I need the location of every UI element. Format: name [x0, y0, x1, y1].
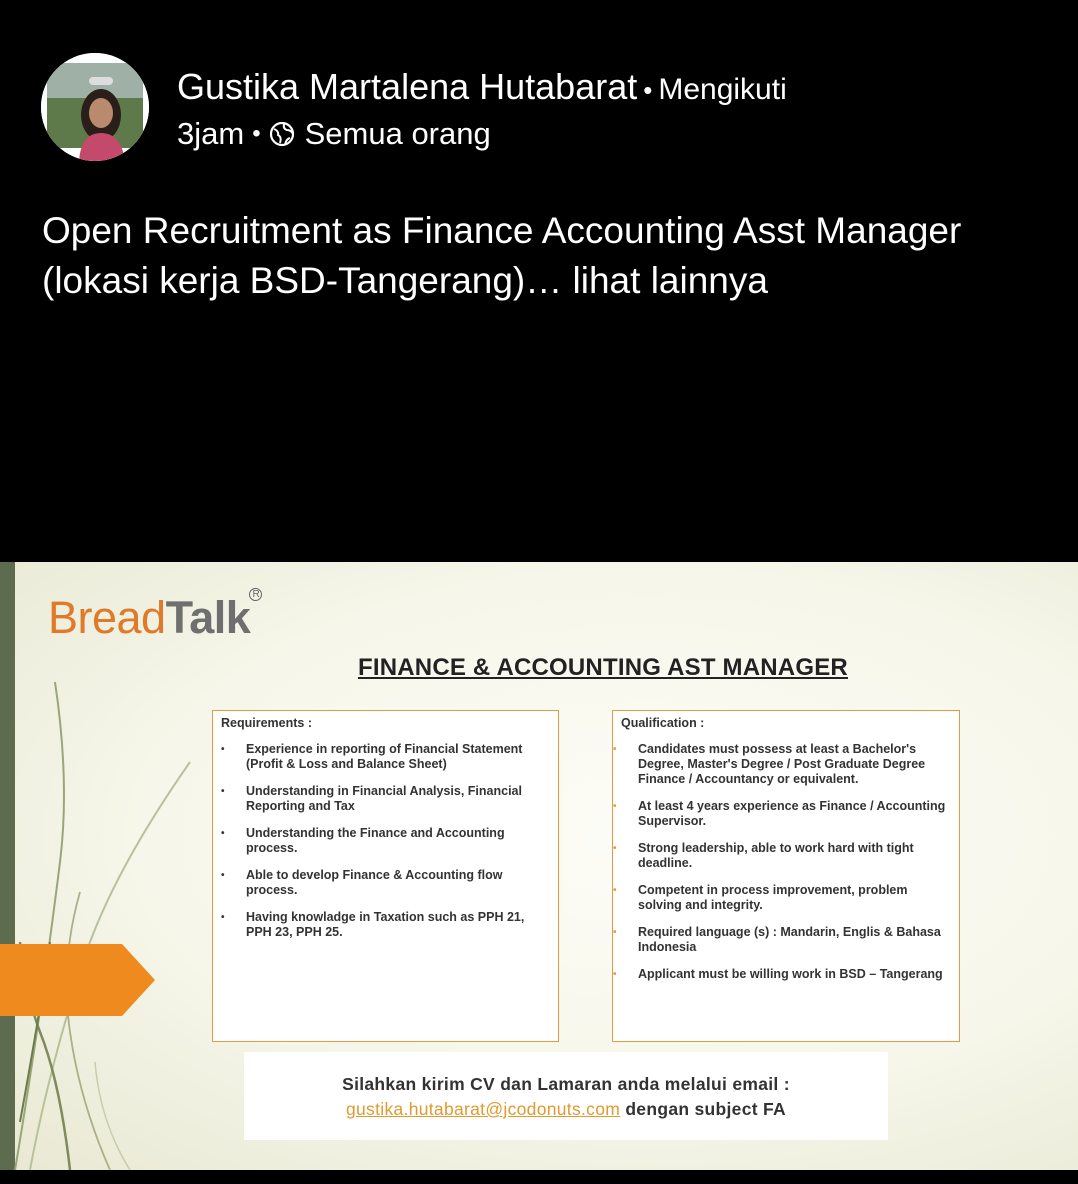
- decor-arrow: [0, 944, 160, 1016]
- requirements-heading: Requirements :: [221, 716, 312, 730]
- list-item: • Having knowladge in Taxation such as PPH 21, PPH 23, PPH 25.: [221, 910, 552, 940]
- post-header: [0, 0, 1078, 560]
- separator-dot: •: [643, 75, 653, 105]
- post-meta: [177, 116, 491, 152]
- decor-vines: [0, 562, 200, 1170]
- contact-line: [244, 1099, 888, 1120]
- list-item: • Understanding in Financial Analysis, Financial Reporting and Tax: [221, 784, 552, 814]
- post-text[interactable]: Open Recruitment as Finance Accounting Asst Manager (lokasi kerja BSD-Tangerang)… lihat lainnya: [42, 210, 962, 301]
- globe-icon: [269, 121, 295, 147]
- list-item: • Understanding the Finance and Accounting process.: [221, 826, 552, 856]
- avatar-photo: [41, 53, 149, 161]
- logo-bread: Bread: [48, 592, 166, 643]
- author-row: [177, 66, 787, 108]
- list-item: • Applicant must be willing work in BSD – Tangerang: [613, 967, 953, 982]
- contact-subject: dengan subject FA: [620, 1099, 786, 1119]
- list-item: • Experience in reporting of Financial Statement (Profit & Loss and Balance Sheet): [221, 742, 552, 772]
- post-time: 3jam: [177, 116, 245, 151]
- avatar[interactable]: [41, 53, 149, 161]
- contact-instruction: Silahkan kirim CV dan Lamaran anda melalui email :: [342, 1074, 790, 1094]
- requirements-box: [212, 710, 559, 1042]
- follow-status[interactable]: Mengikuti: [658, 73, 787, 106]
- audience-label: Semua orang: [304, 116, 491, 151]
- list-item: • Candidates must possess at least a Bachelor's Degree, Master's Degree / Post Graduate Degree Finance / Accountancy or equivalent.: [613, 742, 953, 787]
- logo-talk: Talk: [165, 592, 251, 643]
- list-item: • Able to develop Finance & Accounting flow process.: [221, 868, 552, 898]
- list-item: • At least 4 years experience as Finance / Accounting Supervisor.: [613, 799, 953, 829]
- list-item: • Strong leadership, able to work hard with tight deadline.: [613, 841, 953, 871]
- contact-box: [244, 1052, 888, 1140]
- breadtalk-logo: [48, 589, 260, 644]
- requirements-list: [213, 742, 558, 940]
- qualification-box: [612, 710, 960, 1042]
- bottom-bar: [0, 1170, 1078, 1184]
- separator-dot: •: [252, 120, 261, 147]
- email-link[interactable]: gustika.hutabarat@jcodonuts.com: [345, 1099, 621, 1119]
- registered-icon: R: [249, 588, 262, 601]
- author-name[interactable]: Gustika Martalena Hutabarat: [177, 66, 638, 107]
- slide-title: FINANCE & ACCOUNTING AST MANAGER: [358, 654, 848, 681]
- list-item: • Required language (s) : Mandarin, Englis & Bahasa Indonesia: [613, 925, 953, 955]
- qualification-list: [613, 742, 959, 982]
- qualification-heading: Qualification :: [621, 716, 705, 730]
- post-image[interactable]: [0, 562, 1078, 1170]
- list-item: • Competent in process improvement, problem solving and integrity.: [613, 883, 953, 913]
